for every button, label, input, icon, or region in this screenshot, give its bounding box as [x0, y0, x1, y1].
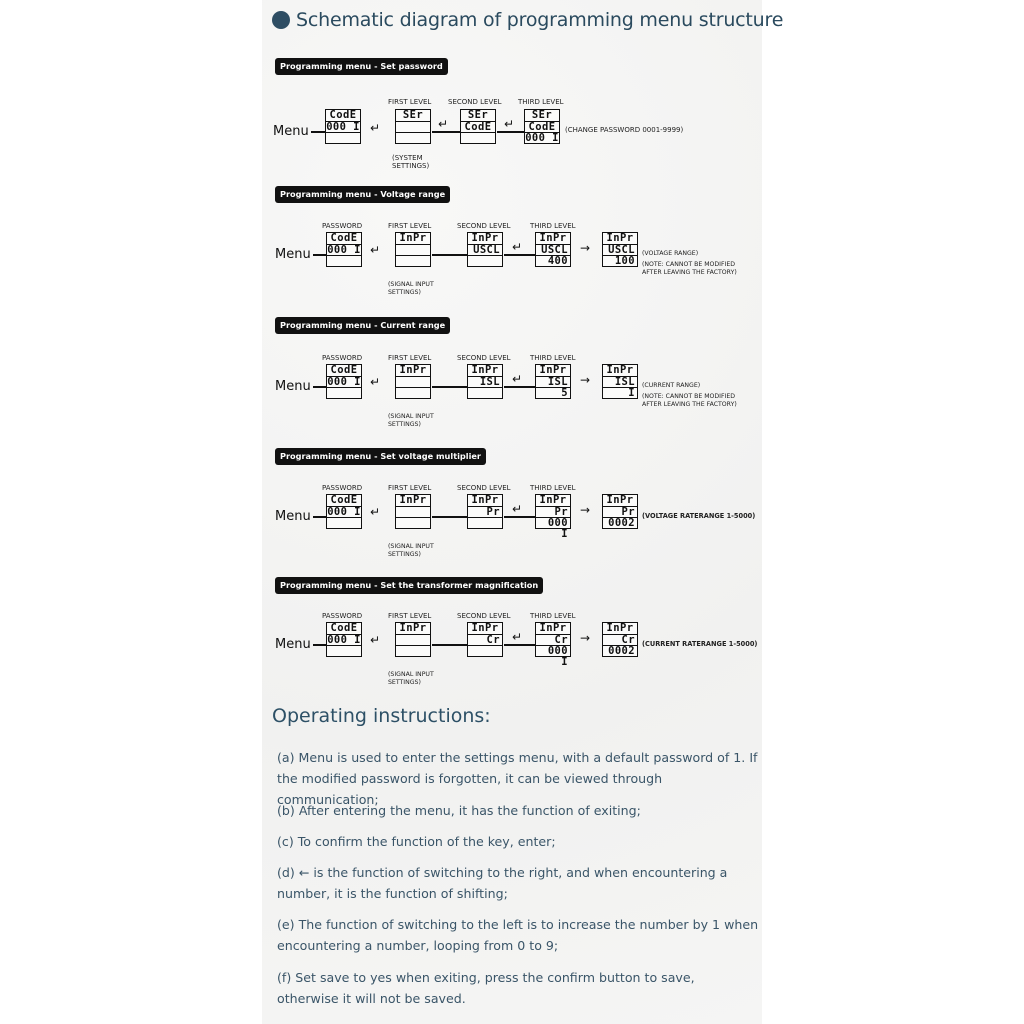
enter-arrow-icon: ↵	[512, 372, 523, 386]
display-cell: 400	[536, 255, 570, 266]
enter-arrow-icon: ↵	[370, 375, 381, 389]
section-tag: Programming menu - Set password	[275, 58, 448, 75]
connector-line	[313, 254, 327, 256]
display-password	[326, 622, 362, 657]
display-first-level	[395, 622, 431, 657]
level-label-second: SECOND LEVEL	[457, 354, 511, 362]
result-note-factory: (NOTE: CANNOT BE MODIFIED AFTER LEAVING THE FACTORY)	[642, 261, 737, 276]
level-label-third: THIRD LEVEL	[530, 354, 576, 362]
connector-line	[313, 386, 327, 388]
display-cell: InPr	[471, 494, 499, 506]
display-result	[602, 622, 638, 657]
connector-line	[432, 254, 468, 256]
connector-line	[432, 516, 468, 518]
display-second-level	[467, 364, 503, 399]
display-third-level	[524, 109, 560, 144]
display-cell: CodE	[330, 232, 358, 244]
display-second-level	[467, 622, 503, 657]
result-note: (CURRENT RATERANGE 1-5000)	[642, 640, 758, 648]
display-cell: Pr	[603, 506, 637, 517]
display-cell: Pr	[536, 506, 570, 517]
title-row	[272, 6, 783, 34]
menu-label: Menu	[275, 247, 311, 262]
page-title: Schematic diagram of programming menu structure	[296, 9, 784, 31]
display-cell: USCL	[536, 244, 570, 255]
display-third-level	[535, 494, 571, 540]
menu-label: Menu	[273, 124, 309, 139]
connector-line	[432, 644, 468, 646]
instructions-title: Operating instructions:	[272, 705, 491, 727]
display-cell: Cr	[468, 634, 502, 645]
display-first-level	[395, 232, 431, 267]
display-cell: InPr	[399, 494, 427, 506]
display-cell	[327, 645, 361, 656]
display-cell: InPr	[606, 232, 634, 244]
display-cell: 5	[536, 387, 570, 398]
result-note: (VOLTAGE RANGE)	[642, 250, 699, 257]
display-cell	[396, 387, 430, 398]
display-cell: 0002	[603, 517, 637, 528]
display-cell	[396, 517, 430, 528]
enter-arrow-icon: ↵	[512, 502, 523, 516]
level-label-password: PASSWORD	[322, 612, 363, 620]
display-cell	[461, 132, 495, 143]
result-note: (CURRENT RANGE)	[642, 382, 701, 389]
display-first-level	[395, 494, 431, 529]
connector-line	[313, 516, 327, 518]
display-password	[325, 109, 361, 144]
display-cell: CodE	[330, 622, 358, 634]
display-third-level	[535, 232, 571, 267]
display-cell	[396, 132, 430, 143]
display-second-level	[467, 494, 503, 529]
display-cell: InPr	[399, 232, 427, 244]
connector-line	[504, 386, 536, 388]
display-cell: InPr	[471, 364, 499, 376]
display-password	[326, 364, 362, 399]
display-cell: 000 I	[536, 517, 570, 528]
display-cell: 100	[603, 255, 637, 266]
enter-arrow-icon: ↵	[370, 505, 381, 519]
result-note-factory: (NOTE: CANNOT BE MODIFIED AFTER LEAVING THE FACTORY)	[642, 393, 737, 408]
display-cell: InPr	[539, 232, 567, 244]
enter-arrow-icon: ↵	[512, 240, 523, 254]
level-label-password: PASSWORD	[322, 484, 363, 492]
display-cell: Pr	[468, 506, 502, 517]
display-cell: USCL	[468, 244, 502, 255]
instruction-item: (a) Menu is used to enter the settings menu, with a default password of 1. If the modified password is forgotten, it can be viewed through communication;	[277, 750, 758, 807]
display-cell: 000 I	[525, 132, 559, 144]
display-cell	[327, 517, 361, 528]
instruction-item: (e) The function of switching to the left is to increase the number by 1 when encountering a number, looping from 0 to 9;	[277, 917, 759, 953]
display-cell: 000 I	[327, 506, 361, 518]
display-third-level	[535, 622, 571, 668]
display-cell: ISL	[536, 376, 570, 387]
display-cell	[468, 517, 502, 528]
connector-line	[504, 254, 536, 256]
display-cell	[468, 255, 502, 266]
sub-note: (SYSTEM SETTINGS)	[392, 154, 430, 170]
display-cell	[326, 132, 360, 143]
level-label-first: FIRST LEVEL	[388, 612, 432, 620]
display-cell: 000 I	[536, 645, 570, 656]
result-note: (CHANGE PASSWORD 0001-9999)	[565, 126, 684, 134]
display-cell: CodE	[461, 121, 495, 132]
instruction-item: (c) To confirm the function of the key, enter;	[277, 834, 556, 849]
display-cell	[396, 376, 430, 387]
display-first-level	[395, 109, 431, 144]
sub-note: (SIGNAL INPUT SETTINGS)	[388, 543, 434, 558]
display-cell: 000 I	[327, 376, 361, 388]
display-cell: InPr	[606, 364, 634, 376]
display-cell: InPr	[606, 622, 634, 634]
display-cell	[396, 634, 430, 645]
connector-line	[432, 386, 468, 388]
display-cell: InPr	[399, 622, 427, 634]
display-cell: ISL	[468, 376, 502, 387]
enter-arrow-icon: ↵	[504, 117, 515, 131]
level-label-first: FIRST LEVEL	[388, 222, 432, 230]
level-label-first: FIRST LEVEL	[388, 484, 432, 492]
display-cell: InPr	[399, 364, 427, 376]
display-cell: CodE	[330, 494, 358, 506]
level-label-third: THIRD LEVEL	[530, 484, 576, 492]
display-cell: 0002	[603, 645, 637, 656]
menu-label: Menu	[275, 509, 311, 524]
section-tag: Programming menu - Set the transformer magnification	[275, 577, 543, 594]
display-cell: InPr	[539, 622, 567, 634]
display-second-level	[467, 232, 503, 267]
connector-line	[313, 644, 327, 646]
level-label-first: FIRST LEVEL	[388, 98, 432, 106]
display-cell	[396, 506, 430, 517]
section-tag: Programming menu - Set voltage multiplier	[275, 448, 486, 465]
level-label-second: SECOND LEVEL	[457, 612, 511, 620]
enter-arrow-icon: ↵	[438, 117, 449, 131]
display-cell: CodE	[329, 109, 357, 121]
instruction-item: (f) Set save to yes when exiting, press the confirm button to save, otherwise it will not be saved.	[277, 970, 695, 1006]
level-label-third: THIRD LEVEL	[518, 98, 564, 106]
display-cell	[396, 244, 430, 255]
display-cell: Cr	[603, 634, 637, 645]
level-label-second: SECOND LEVEL	[448, 98, 502, 106]
level-label-password: PASSWORD	[322, 222, 363, 230]
display-cell: InPr	[471, 622, 499, 634]
display-cell	[396, 645, 430, 656]
connector-line	[504, 644, 536, 646]
display-third-level	[535, 364, 571, 399]
result-note: (VOLTAGE RATERANGE 1-5000)	[642, 512, 756, 520]
display-result	[602, 494, 638, 529]
display-cell: InPr	[606, 494, 634, 506]
display-cell: CodE	[330, 364, 358, 376]
display-cell: SEr	[467, 109, 489, 121]
section-tag: Programming menu - Current range	[275, 317, 450, 334]
display-password	[326, 494, 362, 529]
sub-note: (SIGNAL INPUT SETTINGS)	[388, 281, 434, 296]
level-label-second: SECOND LEVEL	[457, 484, 511, 492]
display-cell: 000 I	[326, 121, 360, 133]
connector-line	[432, 131, 460, 133]
enter-arrow-icon: ↵	[370, 243, 381, 257]
display-cell: InPr	[471, 232, 499, 244]
enter-arrow-icon: ↵	[370, 121, 381, 135]
display-cell: SEr	[531, 109, 553, 121]
display-first-level	[395, 364, 431, 399]
section-tag: Programming menu - Voltage range	[275, 186, 450, 203]
display-cell: SEr	[402, 109, 424, 121]
right-arrow-icon: →	[580, 631, 591, 645]
connector-line	[497, 131, 525, 133]
level-label-password: PASSWORD	[322, 354, 363, 362]
display-cell	[327, 255, 361, 266]
menu-label: Menu	[275, 637, 311, 652]
right-arrow-icon: →	[580, 503, 591, 517]
display-cell	[396, 121, 430, 132]
display-result	[602, 232, 638, 267]
display-cell: Cr	[536, 634, 570, 645]
level-label-first: FIRST LEVEL	[388, 354, 432, 362]
right-arrow-icon: →	[580, 241, 591, 255]
connector-line	[504, 516, 536, 518]
bullet-dot-icon	[272, 11, 290, 29]
sub-note: (SIGNAL INPUT SETTINGS)	[388, 413, 434, 428]
display-cell	[327, 387, 361, 398]
level-label-third: THIRD LEVEL	[530, 612, 576, 620]
display-result	[602, 364, 638, 399]
instruction-item: (d) ← is the function of switching to the right, and when encountering a number, it is the function of shifting;	[277, 865, 728, 901]
enter-arrow-icon: ↵	[512, 630, 523, 644]
display-cell	[468, 387, 502, 398]
display-cell: 000 I	[327, 634, 361, 646]
display-cell: USCL	[603, 244, 637, 255]
right-arrow-icon: →	[580, 373, 591, 387]
display-cell	[468, 645, 502, 656]
menu-label: Menu	[275, 379, 311, 394]
display-cell: 000 I	[327, 244, 361, 256]
display-cell: InPr	[539, 364, 567, 376]
display-password	[326, 232, 362, 267]
instruction-item: (b) After entering the menu, it has the function of exiting;	[277, 803, 641, 818]
display-cell: InPr	[539, 494, 567, 506]
display-cell	[396, 255, 430, 266]
level-label-second: SECOND LEVEL	[457, 222, 511, 230]
display-cell: ISL	[603, 376, 637, 387]
sub-note: (SIGNAL INPUT SETTINGS)	[388, 671, 434, 686]
display-cell: CodE	[525, 121, 559, 132]
level-label-third: THIRD LEVEL	[530, 222, 576, 230]
display-cell: I	[603, 387, 637, 398]
enter-arrow-icon: ↵	[370, 633, 381, 647]
display-second-level	[460, 109, 496, 144]
